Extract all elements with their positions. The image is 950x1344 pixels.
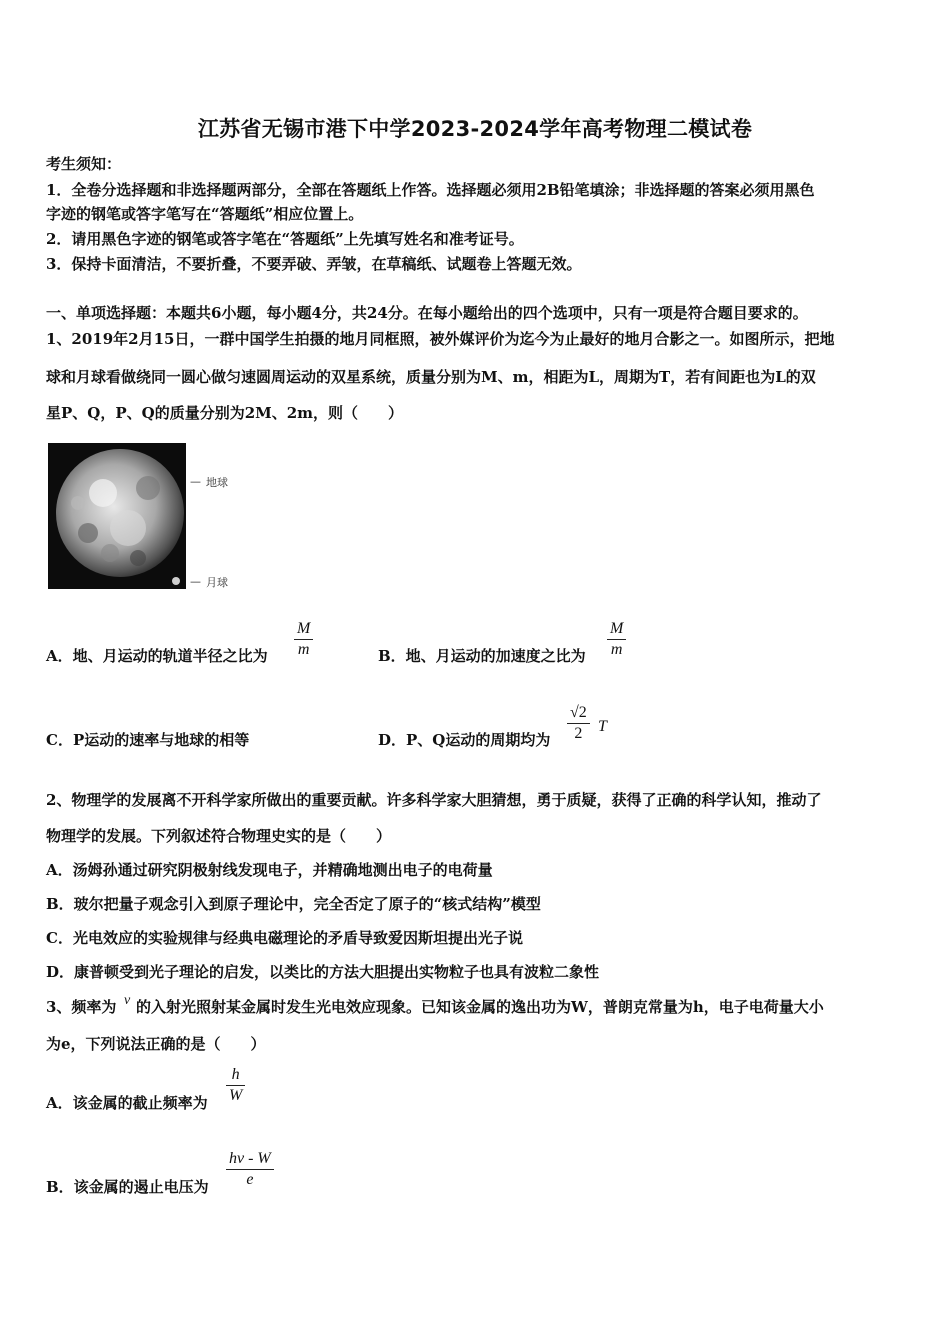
- notice-line-1a: 1．全卷分选择题和非选择题两部分，全部在答题纸上作答。选择题必须用2B铅笔填涂；非选择题的答案必须用黑色: [46, 181, 815, 199]
- q2-option-a: A．汤姆孙通过研究阴极射线发现电子，并精确地测出电子的电荷量: [46, 861, 493, 879]
- q1-option-a-fraction: [294, 620, 313, 659]
- q3-option-a-den: W: [229, 1087, 243, 1104]
- q1-option-d-suffix: T: [598, 718, 607, 735]
- label-earth-line: —: [190, 475, 201, 488]
- q1-option-b-fraction: [607, 620, 626, 659]
- q2-line-2: 物理学的发展。下列叙述符合物理史实的是（ ）: [46, 827, 392, 845]
- q3-line-2: 为e，下列说法正确的是（ ）: [46, 1035, 266, 1053]
- page-title: 江苏省无锡市港下中学2023-2024学年高考物理二模试卷: [197, 117, 753, 141]
- q1-option-b: B．地、月运动的加速度之比为: [378, 647, 586, 665]
- q1-option-b-num: M: [610, 620, 624, 637]
- q2-option-b: B．玻尔把量子观念引入到原子理论中，完全否定了原子的“核式结构”模型: [46, 895, 541, 913]
- q3-option-b-den: e: [246, 1171, 254, 1188]
- q3-line-1b: 的入射光照射某金属时发生光电效应现象。已知该金属的逸出功为W，普朗克常量为h，电子电荷量大小: [136, 998, 824, 1016]
- q3-line-1a: 3、频率为: [46, 998, 117, 1016]
- q1-option-d-den: 2: [574, 725, 583, 742]
- q1-line-1: 1、2019年2月15日，一群中国学生拍摄的地月同框照，被外媒评价为迄今为止最好的地月合影之一。如图所示，把地: [46, 330, 835, 348]
- q2-option-c: C．光电效应的实验规律与经典电磁理论的矛盾导致爱因斯坦提出光子说: [46, 929, 523, 947]
- label-moon-line: —: [190, 575, 201, 588]
- q3-option-b: B．该金属的遏止电压为: [46, 1178, 209, 1196]
- label-moon: 月球: [206, 576, 228, 589]
- q2-option-d: D．康普顿受到光子理论的启发，以类比的方法大胆提出实物粒子也具有波粒二象性: [46, 963, 600, 981]
- moon-shape: [172, 577, 180, 585]
- label-earth: 地球: [206, 476, 228, 489]
- section-heading: 一、单项选择题：本题共6小题，每小题4分，共24分。在每小题给出的四个选项中，只有一项是符合题目要求的。: [46, 304, 808, 322]
- q1-option-a: A．地、月运动的轨道半径之比为: [46, 647, 268, 665]
- notice-line-1b: 字迹的钢笔或答字笔写在“答题纸”相应位置上。: [46, 205, 364, 223]
- q1-option-a-den: m: [297, 641, 310, 658]
- q1-option-d-fraction: [567, 704, 590, 743]
- q3-option-b-num: hν - W: [229, 1150, 271, 1167]
- earth-moon-photo: [48, 443, 186, 589]
- q1-option-d-num: √2: [570, 704, 587, 721]
- q3-option-b-fraction: [226, 1150, 274, 1189]
- q1-line-2: 球和月球看做绕同一圆心做匀速圆周运动的双星系统，质量分别为M、m，相距为L，周期为T，若有间距也为L的双: [46, 368, 816, 386]
- q3-nu-symbol: ν: [124, 993, 131, 1008]
- q1-option-c: C．P运动的速率与地球的相等: [46, 731, 250, 749]
- q1-option-d: D．P、Q运动的周期均为: [378, 731, 551, 749]
- q3-option-a-fraction: [226, 1066, 245, 1105]
- q1-option-b-den: m: [610, 641, 623, 658]
- q2-line-1: 2、物理学的发展离不开科学家所做出的重要贡献。许多科学家大胆猜想，勇于质疑，获得了正确的科学认知，推动了: [46, 791, 822, 809]
- notice-line-3: 3．保持卡面清洁，不要折叠，不要弄破、弄皱，在草稿纸、试题卷上答题无效。: [46, 255, 582, 273]
- q3-option-a-num: h: [231, 1066, 240, 1083]
- q1-line-3: 星P、Q，P、Q的质量分别为2M、2m，则（ ）: [46, 404, 404, 422]
- notice-heading: 考生须知：: [46, 155, 122, 173]
- notice-line-2: 2．请用黑色字迹的钢笔或答字笔在“答题纸”上先填写姓名和准考证号。: [46, 230, 524, 248]
- earth-moon-graphic: [48, 443, 186, 589]
- q3-option-a: A．该金属的截止频率为: [46, 1094, 208, 1112]
- q1-option-a-num: M: [297, 620, 311, 637]
